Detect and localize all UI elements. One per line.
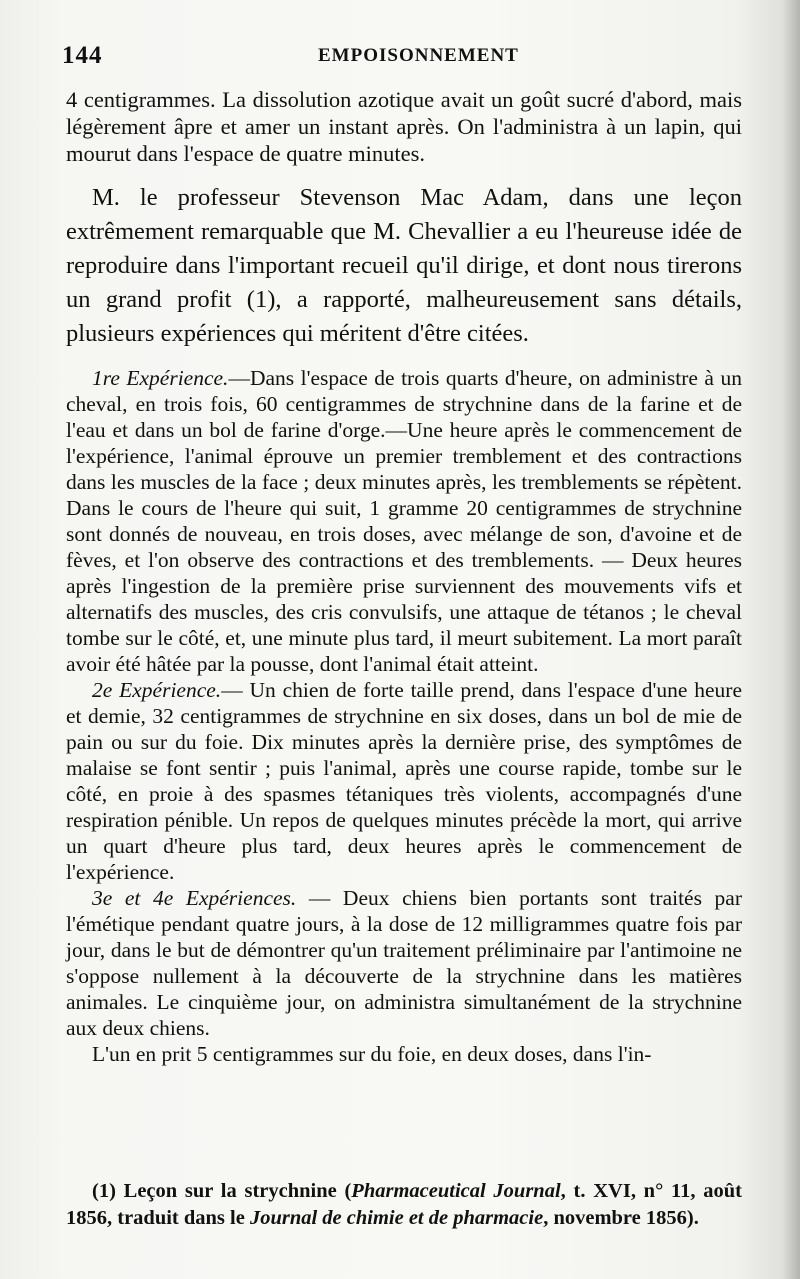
footnote-journal-title: Journal de chimie et de pharmacie	[249, 1206, 544, 1229]
footnote-text: , novembre 1856).	[543, 1206, 699, 1229]
experiment-paragraph-2	[66, 677, 742, 885]
experiment-label: 3e et 4e Expériences.	[92, 886, 297, 910]
experiment-label: 1re Expérience.	[92, 366, 229, 390]
page-number: 144	[62, 42, 103, 69]
page-header	[62, 42, 742, 72]
footnote	[66, 1178, 742, 1231]
footnote-text: (1) Leçon sur la strychnine (	[92, 1180, 352, 1202]
main-text	[66, 86, 742, 1067]
running-head: EMPOISONNEMENT	[318, 45, 519, 66]
experiment-paragraph-3-4	[66, 885, 742, 1041]
last-line-paragraph: L'un en prit 5 centigrammes sur du foie, en deux doses, dans l'in-	[92, 1042, 652, 1066]
intro-paragraph: M. le professeur Stevenson Mac Adam, dans une leçon extrêmement remarquable que M. Chevallier a eu l'heureuse idée de reproduire dans l'important recueil qu'il dirige, et dont nous tirerons un grand profit (1), a rapporté, malheureusement sans détails, plusieurs expériences qui méritent d'être citées.	[66, 184, 742, 347]
experiment-text: — Deux chiens bien portants sont traités par l'émétique pendant quatre jours, à la dose de 12 milligrammes quatre fois par jour, dans le but de démontrer qu'un traitement préliminaire par l'antimoine ne s'oppose nullement à la découverte de la strychnine dans les matières animales. Le cinquième jour, on administra simultanément de la strychnine aux deux chiens.	[66, 886, 742, 1040]
footnote-text: , t. XVI, n° 11, août 1856, traduit dans le	[66, 1180, 743, 1229]
footnote-journal-title: Pharmaceutical Journal	[351, 1180, 561, 1202]
experiment-label: 2e Expérience.	[92, 678, 222, 702]
continuation-paragraph: 4 centigrammes. La dissolution azotique avait un goût sucré d'abord, mais légèrement âpre et amer un instant après. On l'administra à un lapin, qui mourut dans l'espace de quatre minutes.	[66, 87, 742, 166]
page-gutter-shadow	[782, 0, 800, 1279]
experiment-text: —Dans l'espace de trois quarts d'heure, on administre à un cheval, en trois fois, 60 centigrammes de strychnine dans de la farine et de l'eau et dans un bol de farine d'orge.—Une heure après le commencement de l'expérience, l'animal éprouve un premier tremblement et des contractions dans les muscles de la face ; deux minutes après, les tremblements se répètent. Dans le cours de l'heure qui suit, 1 gramme 20 centigrammes de strychnine sont donnés de nouveau, en trois doses, avec mélange de son, d'avoine et de fèves, et l'on observe des contractions et des tremblements. — Deux heures après l'ingestion de la première prise surviennent des mouvements vifs et alternatifs des muscles, des cris convulsifs, une attaque de tétanos ; le cheval tombe sur le côté, et, une minute plus tard, il meurt subitement. La mort paraît avoir été hâtée par la pousse, dont l'animal était atteint.	[66, 366, 742, 676]
experiment-text: — Un chien de forte taille prend, dans l'espace d'une heure et demie, 32 centigrammes de strychnine en six doses, dans un bol de mie de pain ou sur du foie. Dix minutes après la dernière prise, des symptômes de malaise se font sentir ; puis l'animal, après une course rapide, tombe sur le côté, en proie à des spasmes tétaniques très violents, accompagnés d'une respiration pénible. Un repos de quelques minutes précède la mort, qui arrive un quart d'heure plus tard, deux heures après le commencement de l'expérience.	[66, 678, 742, 884]
experiment-paragraph-1	[66, 365, 742, 677]
